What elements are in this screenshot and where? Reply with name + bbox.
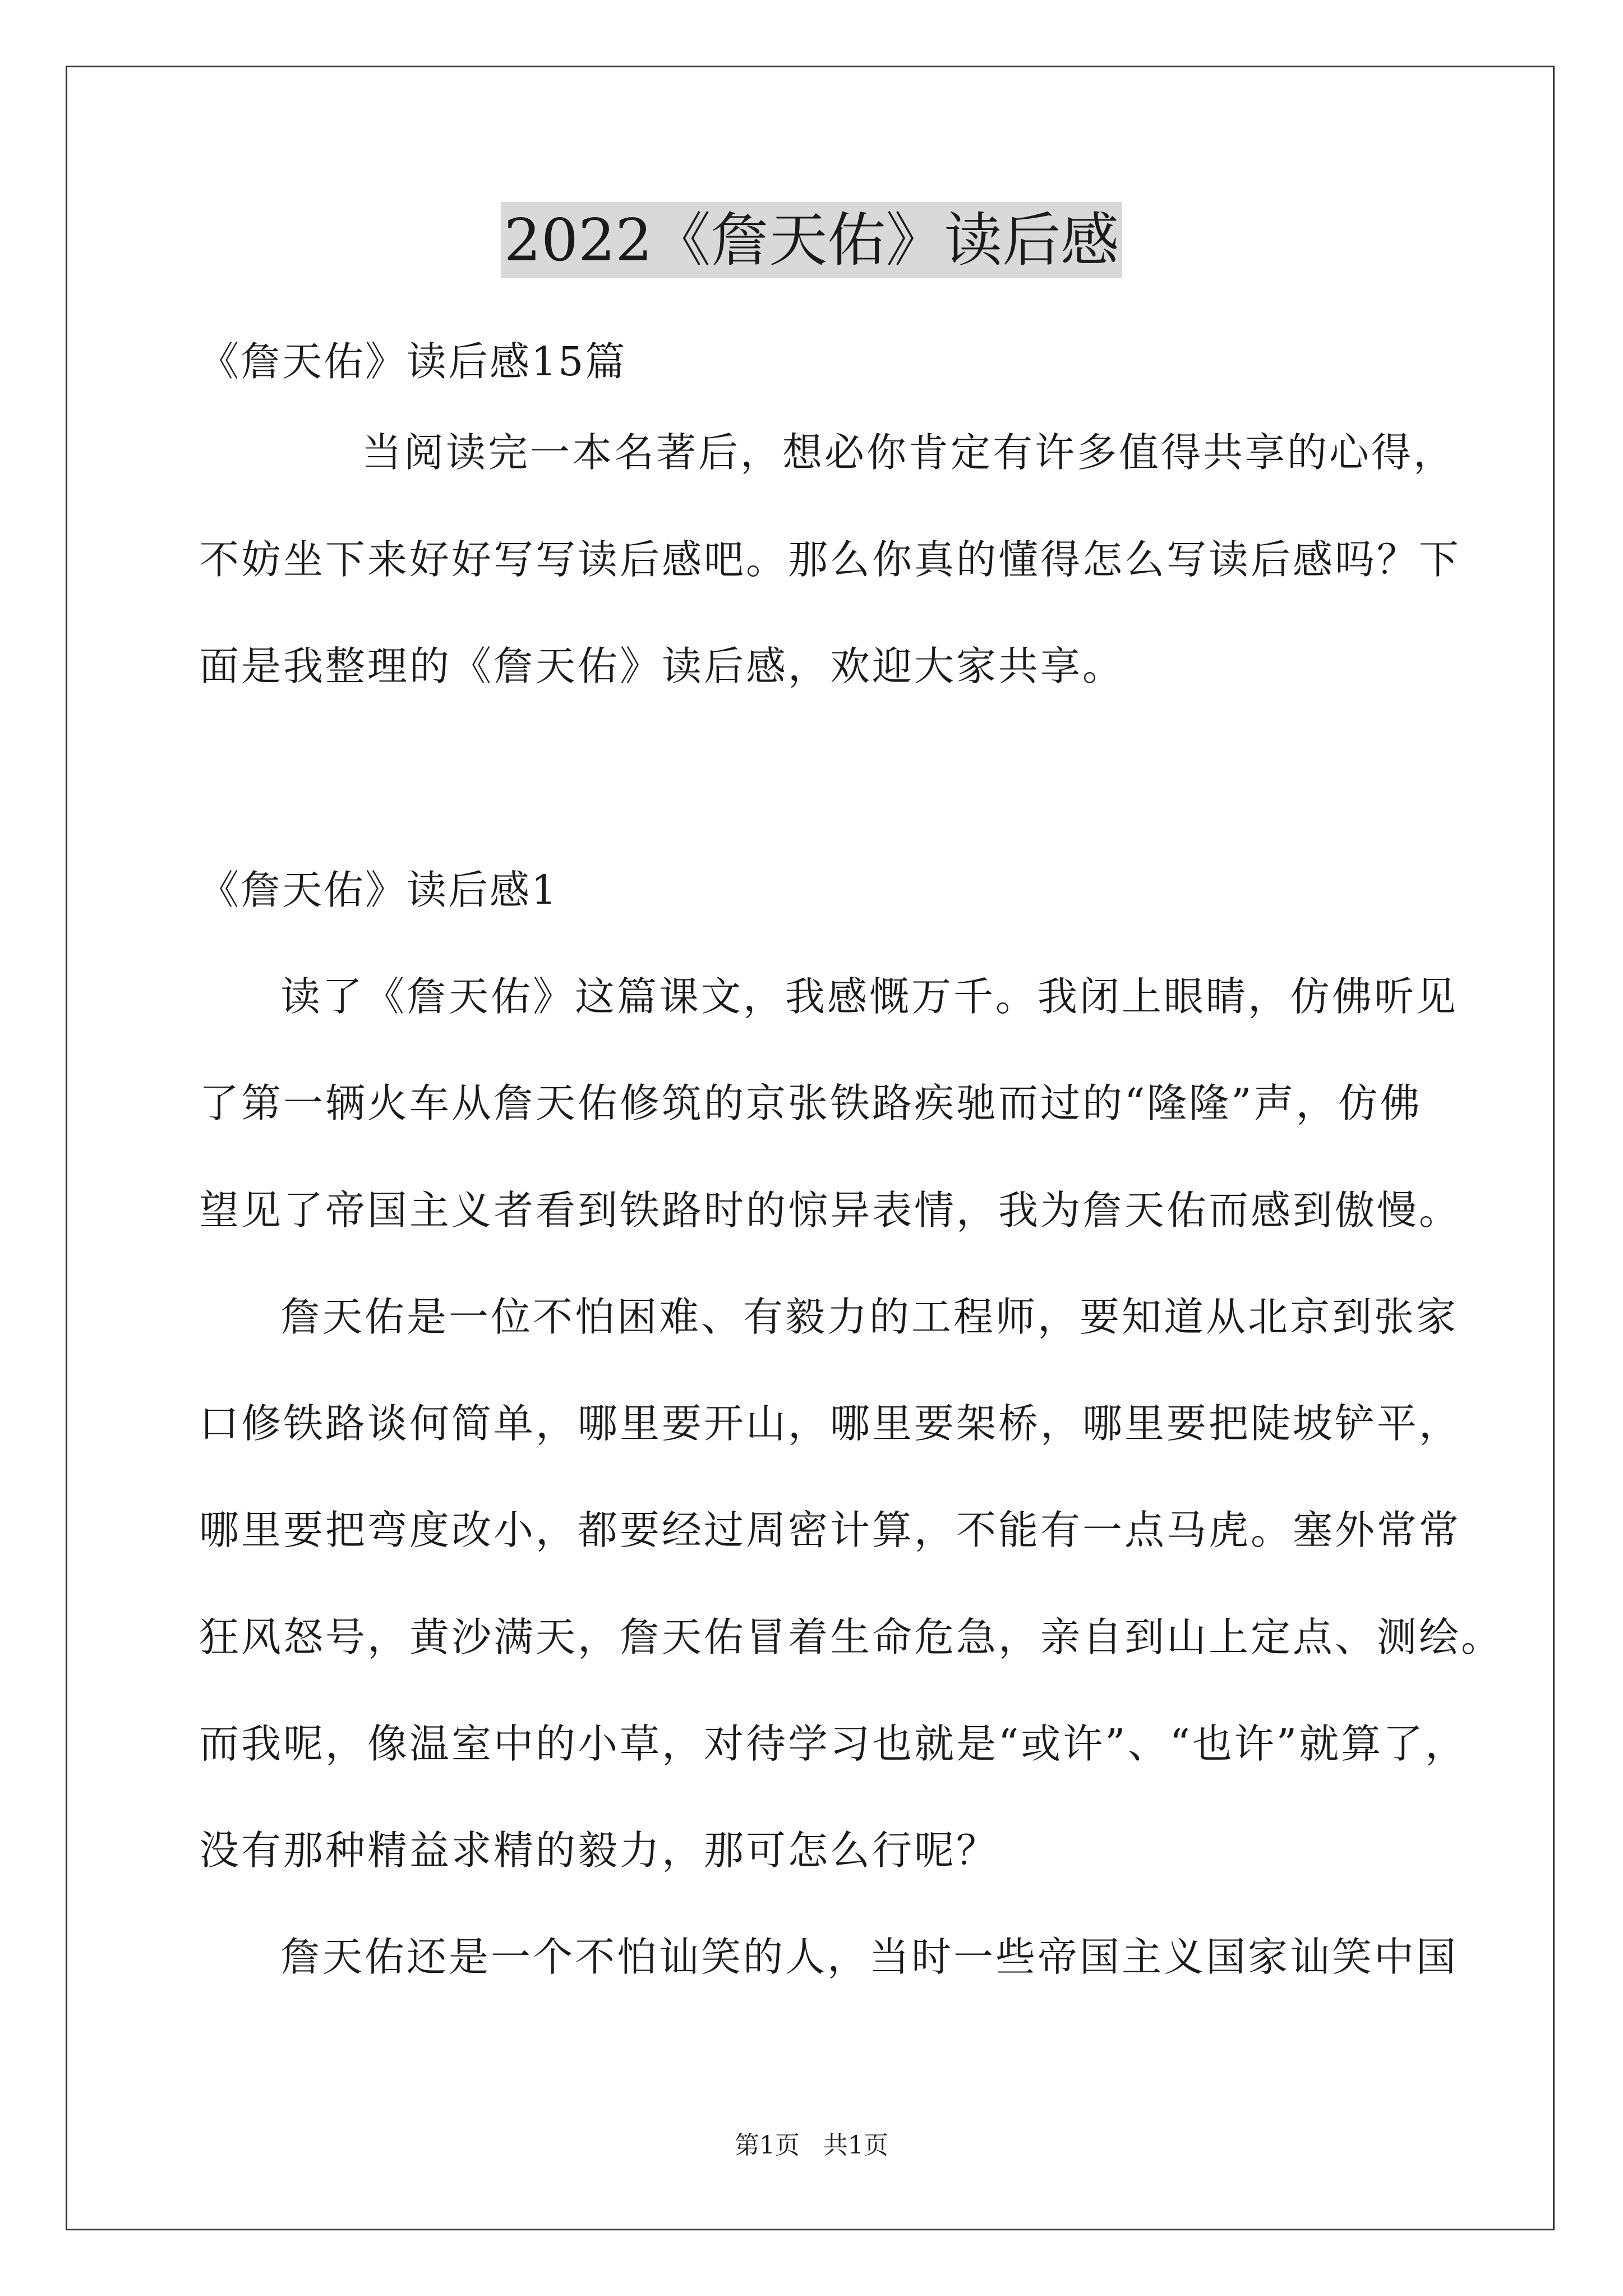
paragraph-line: 詹天佑是一位不怕困难、有毅力的工程师，要知道从北京到张家 xyxy=(280,1294,1459,1340)
document-title: 2022《詹天佑》读后感 xyxy=(501,202,1123,278)
page-total: 共1页 xyxy=(823,2131,888,2160)
paragraph-line: 而我呢，像温室中的小草，对待学习也就是“或许”、“也许”就算了， xyxy=(199,1720,1468,1767)
paragraph-line: 口修铁路谈何简单，哪里要开山，哪里要架桥，哪里要把陡坡铲平， xyxy=(199,1400,1461,1447)
paragraph-line: 狂风怒号，黄沙满天，詹天佑冒着生命危急，亲自到山上定点、测绘。 xyxy=(199,1614,1504,1660)
paragraph-line: 没有那种精益求精的毅力，那可怎么行呢？ xyxy=(199,1827,999,1874)
page-border xyxy=(66,66,1555,2230)
subtitle: 《詹天佑》读后感15篇 xyxy=(199,338,627,385)
paragraph-line: 了第一辆火车从詹天佑修筑的京张铁路疾驰而过的“隆隆”声，仿佛 xyxy=(199,1080,1422,1126)
intro-line-1: 当阅读完一本名著后，想必你肯定有许多值得共享的心得， xyxy=(362,429,1456,476)
page-footer xyxy=(0,2129,1623,2162)
paragraph-line: 望见了帝国主义者看到铁路时的惊异表情，我为詹天佑而感到傲慢。 xyxy=(199,1187,1461,1234)
title-container xyxy=(0,202,1623,278)
paragraph-line: 詹天佑还是一个不怕讪笑的人，当时一些帝国主义国家讪笑中国 xyxy=(280,1934,1459,1980)
intro-line-3: 面是我整理的《詹天佑》读后感，欢迎大家共享。 xyxy=(199,643,1125,689)
page-number: 第1页 xyxy=(735,2131,800,2160)
section-heading: 《詹天佑》读后感1 xyxy=(199,867,559,913)
intro-line-2: 不妨坐下来好好写写读后感吧。那么你真的懂得怎么写读后感吗？下 xyxy=(199,536,1461,583)
paragraph-line: 读了《詹天佑》这篇课文，我感慨万千。我闭上眼睛，仿佛听见 xyxy=(280,973,1459,1020)
paragraph-line: 哪里要把弯度改小，都要经过周密计算，不能有一点马虎。塞外常常 xyxy=(199,1507,1461,1553)
